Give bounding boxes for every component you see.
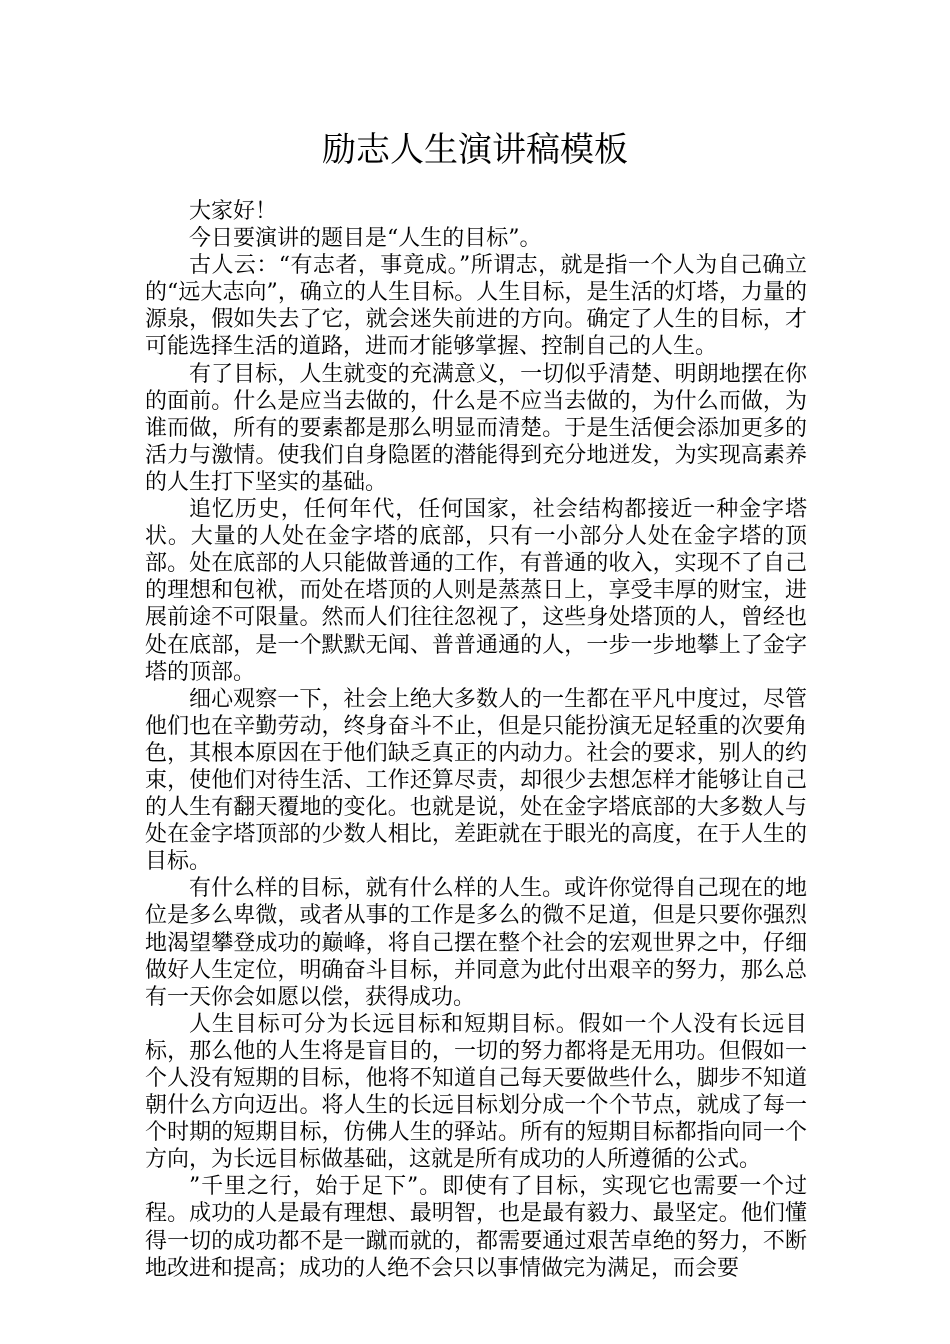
paragraph-pyramid: 追忆历史，任何年代，任何国家，社会结构都接近一种金字塔状。大量的人处在金字塔的底部，只有一小部分人处在金字塔的顶部。处在底部的人只能做普通的工作，有普通的收入，实现不了自己的理想和包袱，而处在塔顶的人则是蒸蒸日上，享受丰厚的财宝，进展前途不可限量。然而人们往往忽视了，这些身处塔顶的人，曾经也处在底部，是一个默默无闻、普普通通的人，一步一步地攀上了金字塔的顶部。: [145, 497, 807, 685]
paragraph-ambition: 古人云：“有志者，事竟成。”所谓志，就是指一个人为自己确立的“远大志向”，确立的人生目标。人生目标，是生活的灯塔，力量的源泉，假如失去了它，就会迷失前进的方向。确定了人生的目标，才可能选择生活的道路，进而才能够掌握、控制自己的人生。: [145, 253, 807, 360]
paragraph-greeting: 大家好！: [189, 199, 278, 224]
document-title: 励志人生演讲稿模板: [322, 130, 628, 170]
paragraph-first-step: ”千里之行，始于足下”。即使有了目标，实现它也需要一个过程。成功的人是最有理想、最明智，也是最有毅力、最坚定。他们懂得一切的成功都不是一蹴而就的，都需要通过艰苦卓绝的努力，不断地改进和提高；成功的人绝不会只以事情做完为满足，而会要: [145, 1174, 807, 1281]
paragraph-topic: 今日要演讲的题目是“人生的目标”。: [189, 226, 542, 252]
document-body: [145, 198, 807, 1282]
paragraph-observation: 细心观察一下，社会上绝大多数人的一生都在平凡中度过，尽管他们也在辛勤劳动，终身奋斗不止，但是只能扮演无足轻重的次要角色，其根本原因在于他们缺乏真正的内动力。社会的要求，别人的约束，使他们对待生活、工作还算尽责，却很少去想怎样才能够让自己的人生有翻天覆地的变化。也就是说，处在金字塔底部的大多数人与处在金字塔顶部的少数人相比，差距就在于眼光的高度，在于人生的目标。: [145, 686, 807, 875]
paragraph-meaning: 有了目标，人生就变的充满意义，一切似乎清楚、明朗地摆在你的面前。什么是应当去做的，什么是不应当去做的，为什么而做，为谁而做，所有的要素都是那么明显而清楚。于是生活便会添加更多的活力与激情。使我们自身隐匿的潜能得到充分地迸发，为实现高素养的人生打下坚实的基础。: [145, 361, 807, 495]
paragraph-life-goal: 有什么样的目标，就有什么样的人生。或许你觉得自己现在的地位是多么卑微，或者从事的工作是多么的微不足道，但是只要你强烈地渴望攀登成功的巅峰，将自己摆在整个社会的宏观世界之中，仔细做好人生定位，明确奋斗目标，并同意为此付出艰辛的努力，那么总有一天你会如愿以偿，获得成功。: [145, 876, 807, 1010]
paragraph-long-short-goals: 人生目标可分为长远目标和短期目标。假如一个人没有长远目标，那么他的人生将是盲目的，一切的努力都将是无用功。但假如一个人没有短期的目标，他将不知道自己每天要做些什么，脚步不知道朝什么方向迈出。将人生的长远目标划分成一个个节点，就成了每一个时期的短期目标，仿佛人生的驿站。所有的短期目标都指向同一个方向，为长远目标做基础，这就是所有成功的人所遵循的公式。: [145, 1011, 807, 1173]
